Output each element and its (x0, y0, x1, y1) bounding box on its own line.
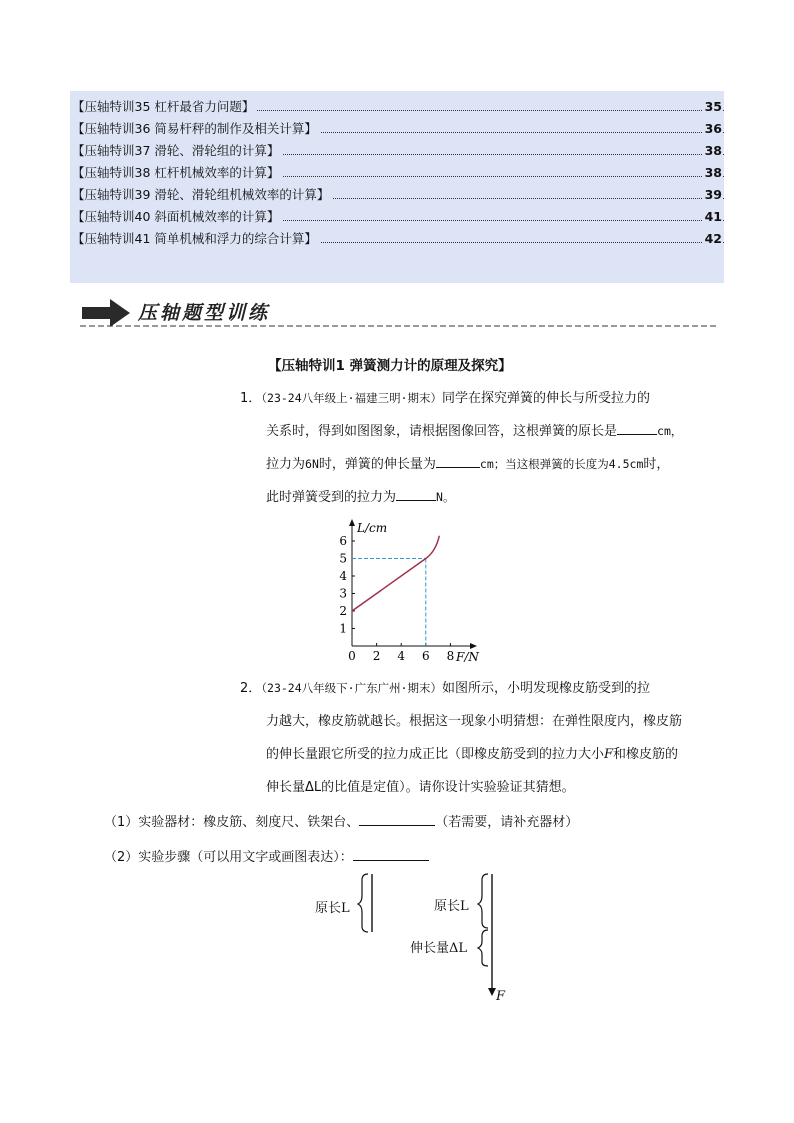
extension-label: 伸长量ΔL (410, 941, 468, 956)
y-tick-label: 2 (339, 604, 347, 618)
toc-page: 38 (702, 140, 722, 162)
toc-entry[interactable] (72, 96, 724, 118)
blank-5[interactable] (353, 846, 429, 861)
toc-entry[interactable] (72, 228, 724, 250)
q2-line3: 的伸长量跟它所受的拉力成正比（即橡皮筋受到的拉力大小F和橡皮筋的 (266, 747, 679, 762)
toc-entry[interactable] (72, 118, 724, 140)
toc-page: 39 (702, 184, 722, 206)
toc-label: 【压轴特训40 斜面机械效率的计算】 (72, 206, 282, 228)
toc-page: 36 (702, 118, 722, 140)
q2-line2: 力越大，橡皮筋就越长。根据这一现象小明猜想：在弹性限度内，橡皮筋 (266, 714, 683, 729)
banner-title: 压轴题型训练 (138, 302, 271, 324)
question-2 (240, 672, 740, 804)
toc-page: 42 (702, 228, 722, 250)
x-axis-label: F/N (456, 650, 479, 664)
q1-line1: 1．（23-24八年级上·福建三明·期末）同学在探究弹簧的伸长与所受拉力的 (240, 391, 651, 406)
toc-entry[interactable] (72, 162, 724, 184)
toc-label: 【压轴特训38 杠杆机械效率的计算】 (72, 162, 282, 184)
q1-line4: 此时弹簧受到的拉力为 N。 (266, 481, 740, 514)
blank-2[interactable] (436, 453, 480, 468)
blank-3[interactable] (396, 486, 436, 501)
toc-page: 41 (702, 206, 722, 228)
q2-part1: （1）实验器材：橡皮筋、刻度尺、铁架台、 （若需要，请补充器材） (104, 811, 578, 830)
toc-entry[interactable] (72, 184, 724, 206)
y-tick-label: 3 (339, 586, 347, 601)
force-label: F (496, 989, 506, 1004)
question-1 (240, 382, 740, 514)
left-brace (358, 874, 368, 932)
q2-part2: （2）实验步骤（可以用文字或画图表达）： (104, 846, 429, 865)
x-tick-label: 2 (372, 649, 381, 663)
toc-label: 【压轴特训36 简易杆秤的制作及相关计算】 (72, 118, 320, 140)
section-title: 【压轴特训1 弹簧测力计的原理及探究】 (268, 358, 512, 374)
right-brace-2 (478, 930, 488, 966)
right-length-label: 原长L (434, 899, 469, 914)
toc-entry[interactable] (72, 206, 724, 228)
x-arrow-icon (470, 643, 477, 649)
spring-chart (330, 518, 490, 668)
right-brace-1 (478, 874, 488, 928)
y-arrow-icon (349, 519, 355, 526)
rubber-band-figure (300, 866, 520, 1006)
q1-line3: 拉力为6N时，弹簧的伸长量为 cm；当这根弹簧的长度为4.5cm时， (266, 448, 740, 481)
toc-label: 【压轴特训35 杠杆最省力问题】 (72, 96, 257, 118)
q2-line4: 伸长量ΔL的比值是定值）。请你设计实验验证其猜想。 (266, 780, 575, 795)
toc-entry[interactable] (72, 140, 724, 162)
left-length-label: 原长L (315, 901, 350, 916)
arrow-icon (82, 299, 130, 327)
toc-label: 【压轴特训37 滑轮、滑轮组的计算】 (72, 140, 282, 162)
y-tick-label: 6 (339, 534, 347, 548)
y-tick-label: 5 (339, 551, 347, 566)
x-tick-label: 6 (421, 649, 430, 663)
toc-label: 【压轴特训41 简单机械和浮力的综合计算】 (72, 228, 320, 250)
toc-page: 35 (702, 96, 722, 118)
toc-box (70, 91, 724, 283)
x-tick-label: 8 (446, 649, 455, 663)
blank-4[interactable] (359, 811, 435, 826)
y-axis-label: L/cm (357, 521, 388, 535)
force-arrow-icon (488, 988, 496, 996)
x-tick-label: 0 (348, 649, 356, 663)
y-tick-label: 1 (339, 621, 347, 636)
y-tick-label: 4 (339, 569, 347, 583)
q1-line2: 关系时，得到如图图象，请根据图像回答，这根弹簧的原长是 cm， (266, 415, 740, 448)
blank-1[interactable] (617, 420, 657, 435)
toc-page: 38 (702, 162, 722, 184)
q2-line1: 2．（23-24八年级下·广东广州·期末）如图所示，小明发现橡皮筋受到的拉 (240, 681, 651, 696)
x-tick-label: 4 (397, 649, 406, 663)
toc-label: 【压轴特训39 滑轮、滑轮组机械效率的计算】 (72, 184, 332, 206)
